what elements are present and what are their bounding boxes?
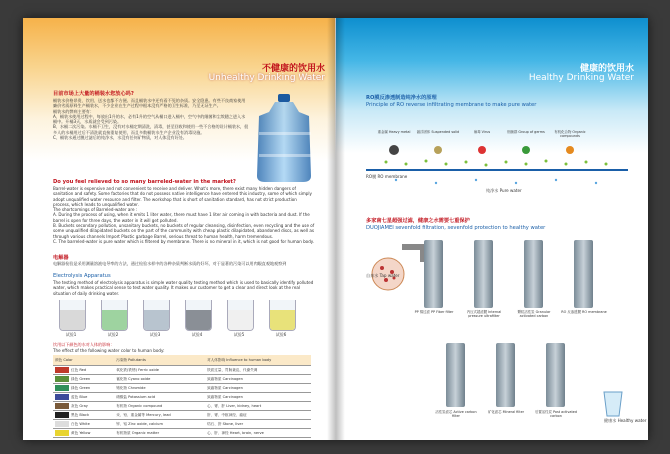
glass-label: 试验3 — [149, 332, 161, 337]
ro-diagram — [366, 128, 628, 198]
en-paragraph: The shortcomings of Barreled-water are : — [53, 207, 138, 213]
ro-title-en: Principle of RO reverse infiltrating membrane to make pure water — [366, 102, 537, 108]
seven-title-en: DUOJIAMEI sevenfold filtration, sevenfold protection to healthy water — [366, 225, 546, 231]
test-glass — [185, 300, 212, 331]
color-cell — [53, 375, 114, 384]
color-name: 白色 White — [71, 422, 90, 426]
ro-membrane-label: RO膜 RO membrane — [366, 174, 408, 179]
brochure-spread — [23, 18, 648, 440]
filter-tube — [524, 240, 543, 308]
cn-paragraph: 桶装水的弊病主要有： — [53, 108, 94, 114]
pollutant-cell: 氧化铁(铁锈) Ferric oxide — [114, 366, 205, 375]
color-name: 灰色 Gray — [71, 404, 88, 408]
color-swatch — [55, 430, 69, 436]
table-row — [53, 375, 311, 384]
color-name: 绿色 Green — [71, 377, 91, 381]
color-swatch — [55, 421, 69, 427]
color-swatch — [55, 412, 69, 418]
color-swatch — [55, 367, 69, 373]
ro-particle-label: 重金属 Heavy metal — [377, 130, 411, 134]
glass-fill — [102, 310, 127, 330]
color-name: 蓝色 Blue — [71, 395, 88, 399]
elec-title-cn: 电解器 — [53, 255, 69, 261]
right-page — [336, 18, 648, 440]
effect-cn: 饮用以下颜色的水对人体的影响： — [53, 342, 115, 347]
seven-title-cn: 多家南七星超强过滤，健康之水需要七重保护 — [366, 218, 470, 224]
test-glass — [269, 300, 296, 331]
table-row — [53, 384, 311, 393]
table-row — [53, 429, 311, 438]
ro-particle-label: 有机化合物 Organic compounds — [554, 130, 586, 138]
cn-paragraph: C、桶装水通过膜过滤后的纯净水，水没有任何矿物质，对人体没有好处。 — [53, 135, 187, 141]
cn-paragraph: B、水桶二次污染。水桶不卫生，没有对水桶定期清洗，清毒，甚至回收和使用一些不合格的设计桶装水，很多人的水桶用过后不清洗就直接重复使用，而且多数桶装水生产企业没有消毒设施。 — [53, 124, 249, 135]
color-cell — [53, 366, 114, 375]
tap-water-label: 自来水 Tap water — [366, 273, 400, 278]
filter-caption: 活性炭滤芯 Active carbon filter — [435, 410, 477, 418]
cn-paragraph: A、桶装水使用过程中，每放出1升的水，必有1升的空气从桶口进入桶中，空气中的细菌和尘埃随之进入水桶中。开桶3天，水质就会受到污染。 — [53, 113, 246, 125]
spine-fold — [327, 18, 345, 440]
test-glass — [143, 300, 170, 331]
color-swatch — [55, 394, 69, 400]
ro-particle-label: 病毒 Virus — [473, 130, 491, 134]
left-title-cn: 不健康的饮用水 — [261, 64, 325, 74]
table-row — [53, 420, 311, 429]
color-swatch — [55, 385, 69, 391]
filter-caption: PP 棉过滤 PP Fiber filter — [414, 310, 454, 314]
glass-label: 试验5 — [233, 332, 245, 337]
en-paragraph: Barrel-water is expensive and not convenient to receive and deliver. What's more, there exist many hidden dangers of sanitation and safety. Some factories that do not possess native intelligence have entered this industry, some of which simply adopt unqualified water resource and filter. The workshop that is short of sanitation standard, has not strict production process, which leads to unqualified water. — [53, 186, 312, 207]
filter-caption: RO 反渗透膜 RO membrane — [561, 310, 607, 314]
table-header-cell: 污染物 Pollutants — [114, 355, 205, 366]
right-title-en: Healthy Drinking Water — [528, 73, 634, 83]
test-glass — [59, 300, 86, 331]
en-paragraph: A. During the process of using, when it emits 1 liter water, there must have 1 liter air coming in with bacteria and dust. If the barrel is open for three days, the water in it will get polluted. — [53, 212, 310, 223]
pollutant-cell: 有机物 Organic compound — [114, 402, 205, 411]
water-bottle-icon — [251, 92, 317, 184]
color-name: 黄色 Yellow — [71, 431, 91, 435]
elec-text-cn: 电解器检验是采用测量溶液电导率的方法，通过检验水样中的各种杂质判断水质的好坏，对于显著的污染可以用肉眼直观地观察到 — [53, 261, 287, 266]
ro-particle-label: 细菌群 Group of germs — [507, 130, 545, 134]
color-swatch — [55, 403, 69, 409]
left-title-en: Unhealthy Drinking Water — [208, 73, 325, 83]
pollutant-cell: 锌、铝 Zinc oxide, calcium — [114, 420, 205, 429]
table-header-cell: 颜色 Color — [53, 355, 114, 366]
elec-text-en: The testing method of electrolysis apparatus is simple water quality testing method which is used to basically identify polluted water, which makes practical sense to test water quality. It makes our customer to get a clear and direct look at the real situation of daily drinking water. — [53, 280, 314, 296]
para-cn — [53, 98, 249, 140]
effect-cell: 致癌物质 Carcinogen — [205, 384, 311, 393]
test-glass — [227, 300, 254, 331]
table-header — [53, 355, 311, 366]
effect-cell: 心、肾、肝 Liver, kidney, heart — [205, 402, 311, 411]
table-header-cell: 对人体影响 Influence to human body — [205, 355, 311, 366]
pollutant-cell: 汞、铅、重金属等 Mercury, lead — [114, 411, 205, 420]
table-row — [53, 402, 311, 411]
ro-particle-label: 悬浮固体 Suspended solid — [416, 130, 460, 134]
color-swatch — [55, 376, 69, 382]
filter-tube — [474, 240, 493, 308]
filter-tube — [446, 343, 465, 407]
effect-cell: 心、肝、神经 Heart, brain, nerve — [205, 429, 311, 438]
left-page — [23, 18, 335, 440]
color-cell — [53, 411, 114, 420]
effect-en: The effect of the following water color to human body: — [53, 348, 165, 353]
effect-cell: 结石、肝 Stone, liver — [205, 420, 311, 429]
glass-label: 试验1 — [65, 332, 77, 337]
glass-label: 试验4 — [191, 332, 203, 337]
filter-tube — [496, 343, 515, 407]
filter-caption: 颗粒活性炭 Granular activated carbon — [517, 310, 551, 318]
color-name: 绿色 Green — [71, 386, 91, 390]
healthy-water-label: 健康水 Healthy water — [604, 418, 647, 423]
table-row — [53, 393, 311, 402]
color-table — [53, 355, 311, 438]
color-cell — [53, 384, 114, 393]
en-paragraph: B. Buckets secondary pollution, unsanitary buckets, no buckets of regular cleansing, disinfection, even recycling and the use of some unqualified dilapidated buckets on the part of the community with cheap plastic dilapidated, abandoned discs, as well as through various channels Import Plastic garbage Barrel, serious threat to human health, harm tremendous. — [53, 223, 315, 239]
effect-cell: 肝、肾、中枢神经、癌症 — [205, 411, 311, 420]
pure-water-label: 纯净水 Pure water — [486, 188, 522, 193]
right-title-cn: 健康的饮用水 — [579, 64, 634, 74]
color-cell — [53, 402, 114, 411]
test-glass — [101, 300, 128, 331]
table-row — [53, 366, 311, 375]
question-en: Do you feel relieved to so many barreled-water in the market? — [53, 179, 236, 185]
color-name: 黑色 Black — [71, 413, 90, 417]
cn-paragraph: 桶装水价格昂贵、饮用、送水也都不方便。而且桶装水中还有看不见的杂质。安全隐患。有些不良商家使用廉价劣质原料生产桶装水，不少企业在生产过程中根本没有严格的卫生标准，乃至无证生产。 — [53, 98, 246, 109]
glass-fill — [60, 310, 85, 330]
glass-label: 试验6 — [275, 332, 287, 337]
effect-cell: 致癌物质 Carcinogen — [205, 375, 311, 384]
question-cn: 目前市场上大量的桶装水您放心吗? — [53, 91, 134, 97]
pollutant-cell: 铬化物 Chromide — [114, 384, 205, 393]
filter-tube — [424, 240, 443, 308]
pollutant-cell: 有机物质 Organic matter — [114, 429, 205, 438]
effect-cell: 致癌物质 Carcinogen — [205, 393, 311, 402]
filter-tube — [574, 240, 593, 308]
ro-title-cn: RO膜反渗透制造纯净水的原理 — [366, 95, 437, 101]
filter-caption: 内压式超滤膜 Internal pressure ultrafilter — [466, 310, 502, 318]
glass-fill — [186, 310, 211, 330]
pollutant-cell: 氰化物 Cyano oxide — [114, 375, 205, 384]
color-cell — [53, 420, 114, 429]
glass-label: 试验2 — [107, 332, 119, 337]
elec-title-en: Electrolysis Apparatus — [53, 273, 111, 279]
filter-caption: 矿化滤芯 Mineral filter — [487, 410, 525, 414]
glass-fill — [228, 310, 253, 330]
color-cell — [53, 429, 114, 438]
glass-fill — [144, 310, 169, 330]
filter-caption: 后置活性炭 Post activated carbon — [534, 410, 578, 418]
para-en — [53, 186, 315, 244]
pollutant-cell: 硝酸盐 Potassium acid — [114, 393, 205, 402]
effect-cell: 铁质过量、胃肠紊乱、代谢失调 — [205, 366, 311, 375]
glass-fill — [270, 310, 295, 330]
color-name: 红色 Red — [71, 368, 87, 372]
table-row — [53, 411, 311, 420]
en-paragraph: C. The barreled-water is pure water which is filtered by membrane. There is no mineral in it, which is not good for human body. — [53, 238, 314, 244]
color-cell — [53, 393, 114, 402]
filter-tube — [546, 343, 565, 407]
glass-icon — [598, 388, 628, 418]
